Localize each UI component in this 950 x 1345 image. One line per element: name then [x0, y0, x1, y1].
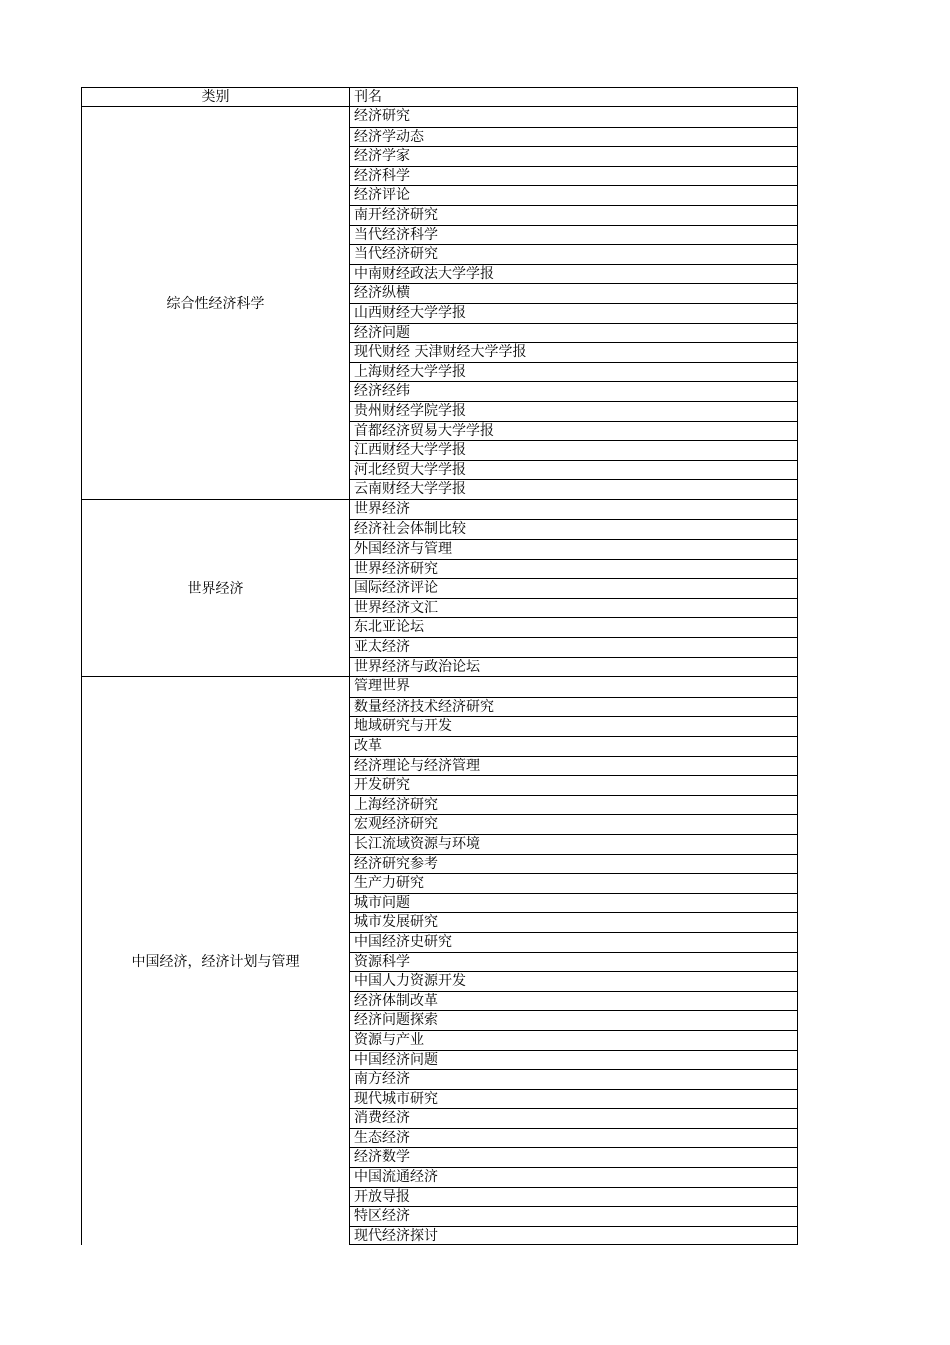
journal-title-cell: 现代财经 天津财经大学学报: [350, 342, 797, 362]
journal-title-cell: 中国人力资源开发: [350, 971, 797, 991]
journal-title-cell: 数量经济技术经济研究: [350, 697, 797, 717]
journal-title-cell: 开发研究: [350, 775, 797, 795]
journal-title-cell: 生产力研究: [350, 873, 797, 893]
journal-title-cell: 江西财经大学学报: [350, 440, 797, 460]
journal-title-cell: 经济经纬: [350, 381, 797, 401]
journal-title-cell: 中国经济问题: [350, 1050, 797, 1070]
journal-title-cell: 经济研究参考: [350, 854, 797, 874]
header-category: 类别: [82, 88, 350, 106]
journal-title-cell: 国际经济评论: [350, 578, 797, 598]
journal-title-cell: 上海财经大学学报: [350, 362, 797, 382]
table-body: [81, 106, 798, 1245]
journal-title-cell: 开放导报: [350, 1187, 797, 1207]
journal-title-cell: 南开经济研究: [350, 205, 797, 225]
journal-title-cell: 南方经济: [350, 1069, 797, 1089]
journal-title-cell: 经济科学: [350, 166, 797, 186]
journal-title-cell: 经济问题: [350, 323, 797, 343]
journal-title-cell: 经济纵横: [350, 283, 797, 303]
journal-title-cell: 城市问题: [350, 893, 797, 913]
journal-title-cell: 世界经济与政治论坛: [350, 657, 797, 677]
journal-title-cell: 经济学动态: [350, 127, 797, 147]
journal-title-cell: 首都经济贸易大学学报: [350, 421, 797, 441]
category-group: [81, 676, 798, 1245]
journal-title-cell: 现代经济探讨: [350, 1226, 797, 1246]
journal-title-cell: 世界经济文汇: [350, 598, 797, 618]
journal-title-cell: 经济学家: [350, 146, 797, 166]
journal-title-cell: 经济数学: [350, 1147, 797, 1167]
journal-title-cell: 地域研究与开发: [350, 716, 797, 736]
journal-title-cell: 经济理论与经济管理: [350, 756, 797, 776]
journal-title-cell: 世界经济: [354, 500, 410, 517]
journal-title-cell: 河北经贸大学学报: [350, 460, 797, 480]
journal-table: [81, 87, 798, 1245]
category-group: [81, 499, 798, 676]
title-list: [350, 107, 797, 499]
journal-title-cell: 资源科学: [350, 952, 797, 972]
journal-title-cell: 山西财经大学学报: [350, 303, 797, 323]
journal-title-cell: 现代城市研究: [350, 1089, 797, 1109]
journal-title-cell: 世界经济研究: [350, 559, 797, 579]
journal-title-cell: 管理世界: [354, 678, 410, 695]
journal-title-cell: 当代经济科学: [350, 225, 797, 245]
journal-title-cell: 消费经济: [350, 1108, 797, 1128]
category-group: [81, 106, 798, 499]
title-list: [350, 677, 797, 1245]
journal-title-cell: 经济评论: [350, 185, 797, 205]
journal-title-cell: 生态经济: [350, 1128, 797, 1148]
category-cell: 世界经济: [82, 500, 350, 676]
journal-title-cell: 经济问题探索: [350, 1010, 797, 1030]
journal-title-cell: 改革: [350, 736, 797, 756]
journal-title-cell: 中国流通经济: [350, 1167, 797, 1187]
journal-title-cell: 上海经济研究: [350, 795, 797, 815]
journal-title-cell: 经济社会体制比较: [350, 519, 797, 539]
journal-title-cell: 城市发展研究: [350, 912, 797, 932]
journal-title-cell: 经济研究: [354, 108, 410, 124]
table-header: [81, 87, 798, 106]
title-list: [350, 500, 797, 676]
journal-title-cell: 云南财经大学学报: [350, 479, 797, 499]
category-cell: 中国经济，经济计划与管理: [82, 677, 350, 1245]
journal-title-cell: 亚太经济: [350, 637, 797, 657]
journal-title-cell: 中国经济史研究: [350, 932, 797, 952]
journal-title-cell: 中南财经政法大学学报: [350, 264, 797, 284]
journal-title-cell: 贵州财经学院学报: [350, 401, 797, 421]
category-cell: 综合性经济科学: [82, 107, 350, 499]
journal-title-cell: 资源与产业: [350, 1030, 797, 1050]
journal-title-cell: 宏观经济研究: [350, 814, 797, 834]
journal-title-cell: 东北亚论坛: [350, 617, 797, 637]
journal-title-cell: 外国经济与管理: [350, 539, 797, 559]
journal-title-cell: 长江流域资源与环境: [350, 834, 797, 854]
header-title: 刊名: [354, 89, 382, 105]
journal-title-cell: 当代经济研究: [350, 244, 797, 264]
journal-title-cell: 特区经济: [350, 1206, 797, 1226]
journal-title-cell: 经济体制改革: [350, 991, 797, 1011]
